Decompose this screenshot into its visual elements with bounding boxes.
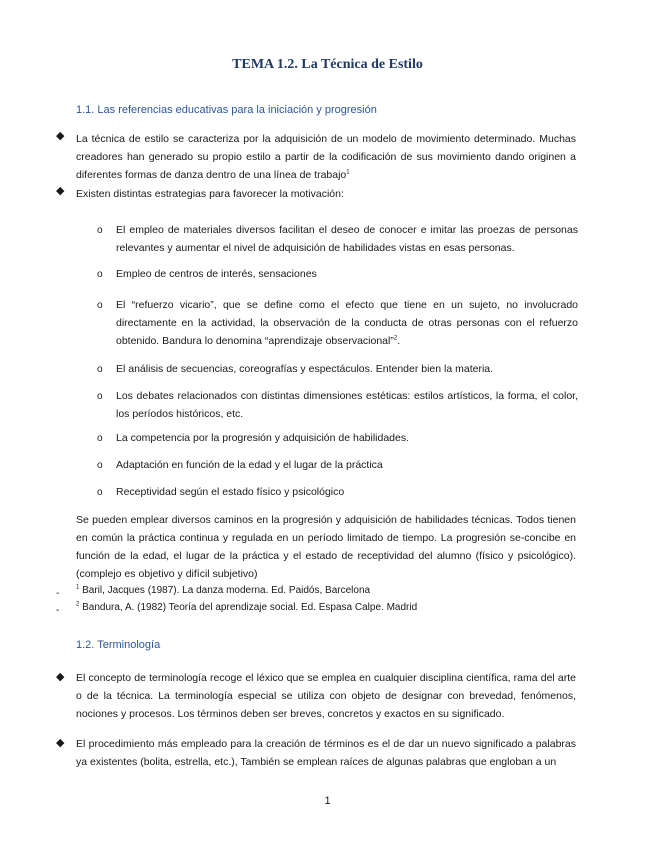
page-number: 1	[324, 795, 331, 807]
paragraph-1: La técnica de estilo se caracteriza por la adquisición de un modelo de movimiento determinado. Muchas creadores han generado su propio estilo a partir de la codificación de sus movimiento dando originen a diferentes formas de danza dentro de una línea de trabajo$^1$	[76, 133, 576, 181]
footnote: $^1$ Baril, Jacques (1987). La danza moderna. Ed. Paidós, Barcelona	[76, 584, 371, 596]
bullet-icon: ◆	[56, 671, 65, 683]
list-item: La competencia por la progresión y adquisición de habilidades.	[116, 432, 410, 444]
bullet-icon: ◆	[56, 185, 65, 197]
circle-bullet-icon: o	[97, 364, 103, 375]
list-item: El empleo de materiales diversos facilitan el deseo de conocer e imitar las proezas de personas relevantes y aumentar el nivel de adquisición de habilidades vistas en esas personas.	[116, 224, 578, 254]
list-item: Los debates relacionados con distintas dimensiones estéticas: estilos artísticos, la forma, el color, los períodos históricos, etc.	[116, 390, 578, 420]
list-item: Receptividad según el estado físico y psicológico	[116, 486, 345, 498]
bullet-icon: ◆	[56, 737, 65, 749]
list-item: El análisis de secuencias, coreografías y espectáculos. Entender bien la materia.	[116, 363, 494, 375]
circle-bullet-icon: o	[97, 300, 103, 311]
paragraph-3: El concepto de terminología recoge el léxico que se emplea en cualquier disciplina científica, rama del arte o de la técnica. La terminología especial se utiliza con objeto de designar con brevedad, fenómenos, nociones y procesos. Los términos deben ser breves, concretos y exactos en su significado.	[76, 672, 576, 720]
page-title: TEMA 1.2. La Técnica de Estilo	[232, 57, 423, 72]
closing-paragraph: Se pueden emplear diversos caminos en la progresión y adquisición de habilidades técnicas. Todos tienen en común la práctica continua y regulada en un período limitado de tiempo. La progresión se-concibe en función de la edad, el lugar de la práctica y el estado de receptividad del alumno (físico y psicológico). (complejo es objetivo y difícil subjetivo)	[76, 514, 576, 580]
footnote-dash: -	[56, 605, 60, 616]
bullet-icon: ◆	[56, 130, 65, 142]
circle-bullet-icon: o	[97, 225, 103, 236]
circle-bullet-icon: o	[97, 433, 103, 444]
section-heading-2: 1.2. Terminología	[76, 639, 161, 651]
list-item: El “refuerzo vicario”, que se define como el efecto que tiene en un sujeto, no involucrado directamente en la actividad, la observación de la conducta de otras personas con el refuerzo obtenido. Bandura lo denomina “aprendizaje observacional”$^2$.	[116, 299, 578, 347]
footnote: $^2$ Bandura, A. (1982) Teoría del aprendizaje social. Ed. Espasa Calpe. Madrid	[76, 601, 418, 613]
circle-bullet-icon: o	[97, 487, 103, 498]
list-item: Empleo de centros de interés, sensaciones	[116, 268, 317, 280]
list-item: Adaptación en función de la edad y el lugar de la práctica	[116, 459, 383, 471]
circle-bullet-icon: o	[97, 269, 103, 280]
circle-bullet-icon: o	[97, 391, 103, 402]
footnote-dash: -	[56, 588, 60, 599]
section-heading-1: 1.1. Las referencias educativas para la iniciación y progresión	[76, 104, 377, 116]
circle-bullet-icon: o	[97, 460, 103, 471]
paragraph-2: Existen distintas estrategias para favorecer la motivación:	[76, 188, 344, 200]
paragraph-4: El procedimiento más empleado para la creación de términos es el de dar un nuevo significado a palabras ya existentes (bolita, estrella, etc.), También se emplean raíces de algunas palabras que engloban a un	[76, 738, 576, 768]
